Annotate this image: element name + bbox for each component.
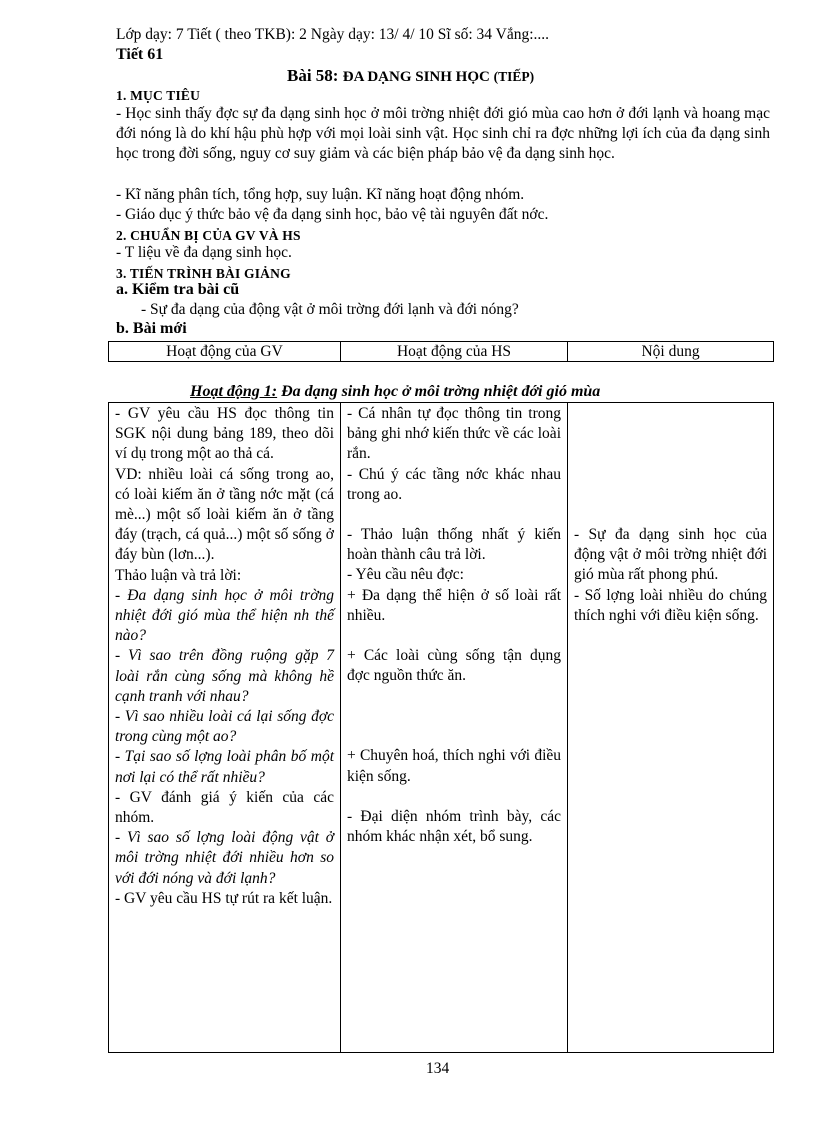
section-1-heading: 1. MỤC TIÊU [116,88,201,103]
hs-read: - Cá nhân tự đọc thông tin trong bảng ghi nhớ kiến thức về các loài rắn. [347,405,561,463]
content-point-1: - Sự đa dạng sinh học của động vật ở môi trờng nhiệt đới gió mùa rất phong phú. [574,526,767,584]
gv-question-2: - Vì sao trên đồng ruộng gặp 7 loài rắn cùng sống mà không hề cạnh tranh với nhau? [115,647,334,705]
hs-answer-1: + Đa dạng thể hiện ở số loài rất nhiều. [347,586,561,624]
gv-question-5: - Vì sao số lợng loài động vật ở môi trờng nhiệt đới nhiều hơn so với đới nóng và đới lạnh? [115,829,334,887]
hs-requirement: - Yêu cầu nêu đợc: [347,566,464,584]
section-3-heading: 3. TIẾN TRÌNH BÀI GIẢNG [116,266,291,281]
page-title [287,66,534,86]
hs-spacer [347,787,561,807]
review-question: - Sự đa dạng của động vật ở môi trờng đới lạnh và đới nóng? [141,301,519,318]
objective-attitude: - Giáo dục ý thức bảo vệ đa dạng sinh học, bảo vệ tài nguyên đất nớc. [116,206,549,223]
section-2-heading: 2. CHUẨN BỊ CỦA GV VÀ HS [116,228,301,243]
activity-table [108,402,774,1053]
activity-title: Đa dạng sinh học ở môi trờng nhiệt đới gió mùa [277,383,601,400]
gv-column [109,403,341,1053]
content-point-2: - Số lợng loài nhiều do chúng thích nghi với điều kiện sống. [574,586,767,624]
hs-present: - Đại diện nhóm trình bày, các nhóm khác nhận xét, bổ sung. [347,807,561,846]
header-content: Nội dung [568,342,774,362]
gv-discussion-label: Thảo luận và trả lời: [115,566,242,584]
activity-heading [190,383,600,401]
gv-question-4: - Tại sao số lợng loài phân bố một nơi lại có thể rất nhiều? [115,748,334,786]
gv-evaluate: - GV đánh giá ý kiến của các nhóm. [115,788,334,827]
page-number: 134 [426,1060,450,1077]
title-suffix: (TIẾP) [493,69,535,84]
title-main: ĐA DẠNG SINH HỌC [342,69,494,85]
subsection-a-heading: a. Kiểm tra bài cũ [116,281,240,298]
hs-observe: - Chú ý các tầng nớc khác nhau trong ao. [347,465,561,503]
header-hs: Hoạt động của HS [341,342,568,362]
objective-skills: - Kĩ năng phân tích, tổng hợp, suy luận. Kĩ năng hoạt động nhóm. [116,186,525,203]
lesson-number: Tiết 61 [116,46,164,63]
title-prefix: Bài 58: [287,66,343,85]
subsection-b-heading: b. Bài mới [116,320,187,337]
gv-conclusion: - GV yêu cầu HS tự rút ra kết luận. [115,889,333,907]
hs-column [341,403,568,1053]
hs-answer-3: + Chuyên hoá, thích nghi với điều kiện sống. [347,747,561,785]
hs-spacer [347,626,561,646]
hs-spacer [347,505,561,525]
hs-spacer [347,686,561,746]
gv-example: VD: nhiều loài cá sống trong ao, có loài kiếm ăn ở tầng nớc mặt (cá mè...) một số loài kiếm ăn ở tầng đáy (trạch, cá quả...) một số sống ở đáy bùn (lơn...). [115,465,334,564]
content-column [568,403,774,1053]
class-info-line: Lớp dạy: 7 Tiết ( theo TKB): 2 Ngày dạy: 13/ 4/ 10 Sĩ số: 34 Vắng:.... [116,26,550,43]
gv-question-3: - Vì sao nhiều loài cá lại sống đợc trong cùng một ao? [115,708,334,746]
objective-paragraph: - Học sinh thấy đợc sự đa dạng sinh học ở môi trờng nhiệt đới gió mùa cao hơn ở đới lạnh và hoang mạc đới nóng là do khí hậu phù hợp với mọi loài sinh vật. Học sinh chỉ ra đợc những lợi ích của đa dạng sinh học trong đời sống, nguy cơ suy giảm và các biện pháp bảo vệ đa dạng sinh học. [116,105,770,162]
gv-question-1: - Đa dạng sinh học ở môi trờng nhiệt đới gió mùa thể hiện nh thế nào? [115,586,334,645]
column-header-table [108,341,774,362]
gv-instruction: - GV yêu cầu HS đọc thông tin SGK nội dung bảng 189, theo dõi ví dụ trong một ao thả cá. [115,405,334,463]
materials-line: - T liệu về đa dạng sinh học. [116,244,292,261]
hs-answer-2: + Các loài cùng sống tận dụng đợc nguồn thức ăn. [347,647,561,685]
activity-label: Hoạt động 1: [190,383,278,400]
content-spacer [574,404,767,525]
hs-discuss: - Thảo luận thống nhất ý kiến hoàn thành câu trả lời. [347,526,561,564]
header-gv: Hoạt động của GV [109,342,341,362]
